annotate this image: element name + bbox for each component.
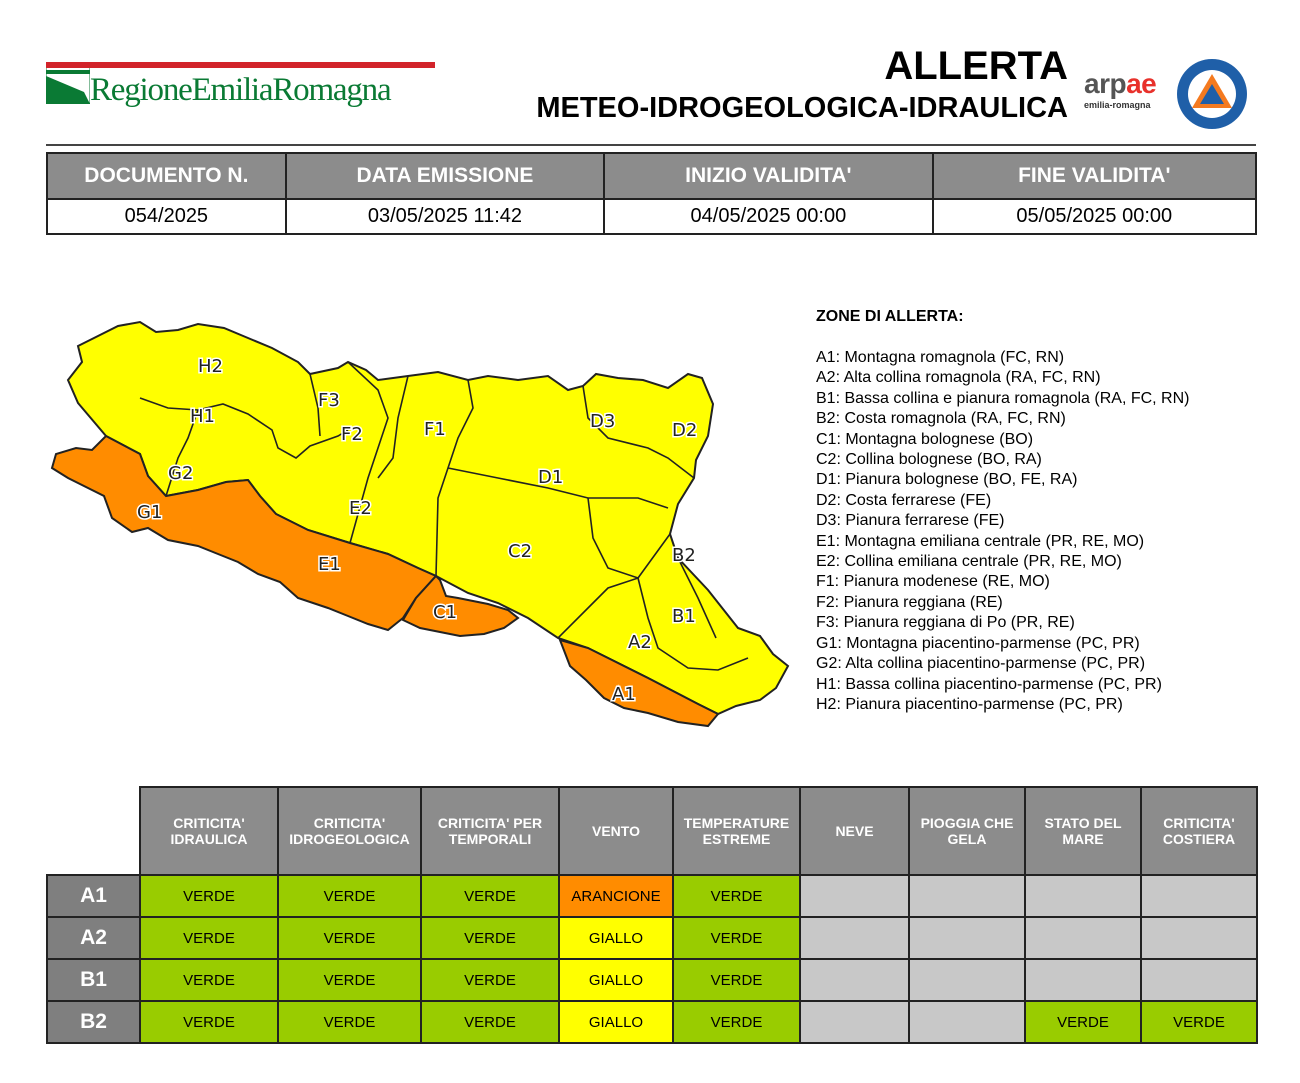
zone-list-item: H2: Pianura piacentino-parmense (PC, PR) <box>816 695 1123 713</box>
alert-level-cell: VERDE <box>140 1001 278 1043</box>
alert-level-cell <box>909 1001 1025 1043</box>
alert-level-cell: VERDE <box>1141 1001 1257 1043</box>
zones-title: ZONE DI ALLERTA: <box>816 308 964 325</box>
alert-level-cell: VERDE <box>140 917 278 959</box>
zone-list-item: D3: Pianura ferrarese (FE) <box>816 512 1005 530</box>
alert-level-cell: GIALLO <box>559 1001 673 1043</box>
alert-level-cell <box>1025 917 1141 959</box>
header-documento: DOCUMENTO N. <box>47 153 286 199</box>
header-divider <box>46 144 1256 146</box>
alert-level-cell: ARANCIONE <box>559 875 673 917</box>
column-header-line: VENTO <box>592 823 640 839</box>
zone-list-item: C2: Collina bolognese (BO, RA) <box>816 451 1042 469</box>
column-header <box>278 787 421 875</box>
map-label-c2: C2 <box>508 541 533 562</box>
regione-emilia-romagna-logo <box>46 62 391 110</box>
zones-legend <box>816 308 1276 715</box>
zone-list-item: A1: Montagna romagnola (FC, RN) <box>816 349 1065 366</box>
alert-level-cell: VERDE <box>673 917 800 959</box>
header-data-emissione: DATA EMISSIONE <box>286 153 604 199</box>
map-label-d2: D2 <box>672 420 698 441</box>
alert-level-cell <box>1025 959 1141 1001</box>
column-header-line: CRITICITA' PER <box>437 815 543 831</box>
map-label-b2: B2 <box>672 545 696 566</box>
alert-level-cell <box>1141 917 1257 959</box>
arpae-word-b: ae <box>1126 68 1157 99</box>
column-header-line: IDRAULICA <box>170 831 248 847</box>
alert-level-cell: VERDE <box>673 959 800 1001</box>
column-header-line: ESTREME <box>702 831 771 847</box>
alert-level-cell: VERDE <box>278 1001 421 1043</box>
alert-level-cell <box>800 959 909 1001</box>
map-label-h2: H2 <box>198 356 223 377</box>
map-label-g1: G1 <box>137 502 163 523</box>
zone-list-item: H1: Bassa collina piacentino-parmense (PC, PR) <box>816 675 1162 693</box>
alert-title: ALLERTA <box>884 44 1068 88</box>
column-header-line: STATO DEL <box>1044 815 1122 831</box>
zone-list-item: D1: Pianura bolognese (BO, FE, RA) <box>816 471 1078 489</box>
region-name: RegioneEmiliaRomagna <box>90 72 391 108</box>
alert-level-cell: VERDE <box>140 875 278 917</box>
alert-level-cell <box>909 875 1025 917</box>
alert-level-cell: VERDE <box>421 917 559 959</box>
table-corner <box>47 787 140 875</box>
column-header-line: GELA <box>947 831 987 847</box>
zone-list-item: E2: Collina emiliana centrale (PR, RE, MO) <box>816 553 1122 571</box>
table-row <box>47 917 1257 959</box>
arpae-subtitle: emilia-romagna <box>1084 100 1151 110</box>
column-header-line: IDROGEOLOGICA <box>289 831 410 847</box>
alert-level-cell: VERDE <box>673 875 800 917</box>
region-map-svg <box>48 318 798 738</box>
alert-level-cell: VERDE <box>278 917 421 959</box>
map-label-f2: F2 <box>341 424 363 445</box>
column-header <box>909 787 1025 875</box>
column-header-line: COSTIERA <box>1162 831 1236 847</box>
map-label-c1: C1 <box>433 602 458 623</box>
map-label-f3: F3 <box>318 390 340 411</box>
row-zone-label: A1 <box>47 875 140 917</box>
alert-level-cell: VERDE <box>1025 1001 1141 1043</box>
alert-level-cell: GIALLO <box>559 917 673 959</box>
alert-level-cell <box>1025 875 1141 917</box>
alert-level-cell <box>909 917 1025 959</box>
map-label-g2: G2 <box>168 463 194 484</box>
table-row <box>47 875 1257 917</box>
row-zone-label: B2 <box>47 1001 140 1043</box>
fine-validita-value: 05/05/2025 00:00 <box>933 199 1256 234</box>
header-inizio-validita: INIZIO VALIDITA' <box>604 153 932 199</box>
alert-level-cell: VERDE <box>421 1001 559 1043</box>
column-header <box>1141 787 1257 875</box>
map-label-a2: A2 <box>628 632 652 653</box>
alert-level-cell: VERDE <box>140 959 278 1001</box>
document-info-table <box>46 152 1257 235</box>
map-label-e2: E2 <box>349 498 372 519</box>
zone-list-item: B2: Costa romagnola (RA, FC, RN) <box>816 410 1066 428</box>
alert-level-cell: GIALLO <box>559 959 673 1001</box>
alert-level-cell: VERDE <box>278 959 421 1001</box>
column-header-line: TEMPERATURE <box>683 815 790 831</box>
zone-list-item: F1: Pianura modenese (RE, MO) <box>816 573 1050 591</box>
alert-level-cell <box>1141 875 1257 917</box>
column-header <box>559 787 673 875</box>
row-zone-label: A2 <box>47 917 140 959</box>
alert-level-cell: VERDE <box>421 959 559 1001</box>
column-header <box>800 787 909 875</box>
column-header <box>673 787 800 875</box>
zone-list-item: G2: Alta collina piacentino-parmense (PC, PR) <box>816 655 1146 673</box>
column-header-line: CRITICITA' <box>313 815 386 831</box>
column-header-line: CRITICITA' <box>1163 815 1235 831</box>
region-flag-icon <box>46 62 90 104</box>
map-label-e1: E1 <box>318 554 341 575</box>
alert-level-cell <box>800 917 909 959</box>
column-header-line: CRITICITA' <box>173 815 245 831</box>
column-header-line: NEVE <box>835 823 874 839</box>
alert-level-cell <box>1141 959 1257 1001</box>
map-label-d3: D3 <box>590 411 616 432</box>
alert-level-cell <box>800 1001 909 1043</box>
zone-list-item: F3: Pianura reggiana di Po (PR, RE) <box>816 614 1075 632</box>
zone-list-item: D2: Costa ferrarese (FE) <box>816 491 992 509</box>
header-fine-validita: FINE VALIDITA' <box>933 153 1256 199</box>
map-label-f1: F1 <box>424 419 446 440</box>
column-header <box>421 787 559 875</box>
documento-value: 054/2025 <box>47 199 286 234</box>
alert-subtitle: METEO-IDROGEOLOGICA-IDRAULICA <box>536 92 1068 124</box>
alert-levels-table <box>46 786 1258 1044</box>
map-label-h1: H1 <box>190 406 215 427</box>
column-header <box>1025 787 1141 875</box>
column-header <box>140 787 278 875</box>
region-logo-bar <box>90 62 435 68</box>
map-label-b1: B1 <box>672 606 696 627</box>
data-emissione-value: 03/05/2025 11:42 <box>286 199 604 234</box>
row-zone-label: B1 <box>47 959 140 1001</box>
column-header-line: TEMPORALI <box>448 831 532 847</box>
column-header-line: PIOGGIA CHE <box>920 815 1014 831</box>
column-header-line: MARE <box>1062 831 1104 847</box>
zone-list-item: F2: Pianura reggiana (RE) <box>816 593 1003 611</box>
alert-level-cell <box>909 959 1025 1001</box>
zone-list-item: C1: Montagna bolognese (BO) <box>816 430 1034 448</box>
alert-level-cell: VERDE <box>673 1001 800 1043</box>
zone-list-item: E1: Montagna emiliana centrale (PR, RE, MO) <box>816 532 1145 550</box>
inizio-validita-value: 04/05/2025 00:00 <box>604 199 932 234</box>
arpae-word-a: arp <box>1084 68 1127 99</box>
map-label-d1: D1 <box>538 467 564 488</box>
alert-zones-map <box>48 318 798 738</box>
alert-level-cell: VERDE <box>421 875 559 917</box>
zone-list-item: B1: Bassa collina e pianura romagnola (RA, FC, RN) <box>816 389 1190 407</box>
protezione-civile-seal-icon <box>1176 58 1248 130</box>
table-row <box>47 1001 1257 1043</box>
alert-level-cell <box>800 875 909 917</box>
map-label-a1: A1 <box>612 684 636 705</box>
table-row <box>47 959 1257 1001</box>
zones-list <box>816 348 1276 715</box>
arpae-logo <box>1084 70 1168 118</box>
alert-level-cell: VERDE <box>278 875 421 917</box>
zone-list-item: A2: Alta collina romagnola (RA, FC, RN) <box>816 369 1101 387</box>
zone-list-item: G1: Montagna piacentino-parmense (PC, PR) <box>816 634 1140 652</box>
